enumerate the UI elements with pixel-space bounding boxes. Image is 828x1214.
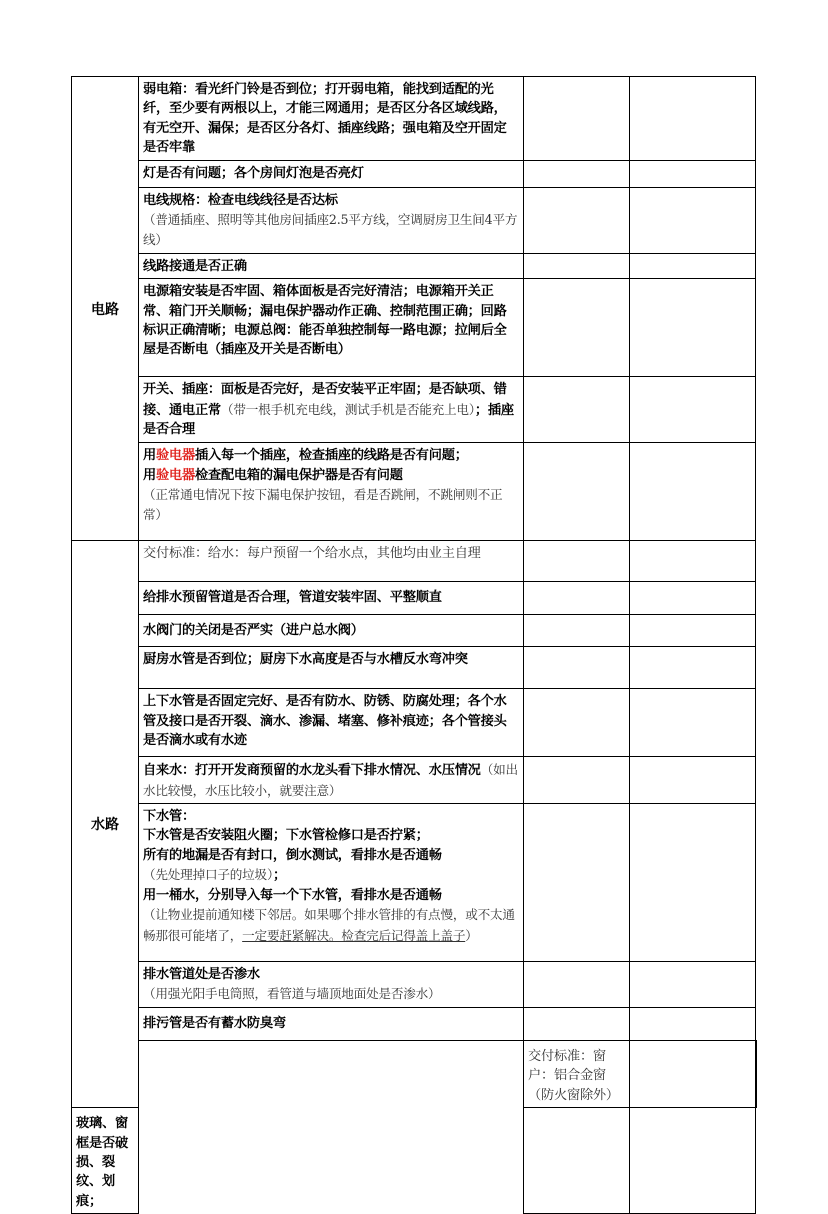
remark-cell[interactable]: [630, 77, 756, 161]
remark-cell[interactable]: [630, 689, 756, 757]
item-text: 灯是否有问题；各个房间灯泡是否亮灯: [143, 165, 364, 181]
item-note: （先处理掉口子的垃圾）: [143, 867, 274, 883]
item-text: 给排水预留管道是否合理，管道安装牢固、平整顺直: [143, 590, 442, 606]
check-item: [139, 541, 524, 582]
result-cell[interactable]: [524, 160, 630, 187]
item-text: 电源箱安装是否牢固、箱体面板是否完好清洁；电源箱开关正常、箱门开关顺畅；漏电保护器动作正确、控制范围正确；回路标识正确清晰；电源总阀：能否单独控制每一路电源；拉闸后全屋是否断电（插座及开关是否断电）: [143, 284, 507, 358]
remark-cell[interactable]: [630, 187, 756, 253]
result-cell[interactable]: [524, 962, 630, 1008]
remark-cell[interactable]: [630, 160, 756, 187]
check-item: [72, 1108, 139, 1214]
item-text: 交付标准：给水：每户预留一个给水点，其他均由业主自理: [143, 546, 481, 562]
check-item: [139, 443, 524, 541]
item-note: （用强光阳手电筒照，看管道与墙顶地面处是否渗水）: [143, 986, 441, 1002]
category-cell-water: [72, 541, 139, 1108]
check-item: [139, 615, 524, 647]
item-text: 自来水：打开开发商预留的水龙头看下排水情况、水压情况: [143, 763, 481, 779]
result-cell[interactable]: [630, 1040, 756, 1107]
table-row: [72, 757, 757, 804]
check-item: [139, 187, 524, 253]
table-row: [72, 1040, 757, 1107]
remark-cell[interactable]: [630, 443, 756, 541]
result-cell[interactable]: [524, 187, 630, 253]
result-cell[interactable]: [524, 1108, 630, 1214]
check-item: [139, 160, 524, 187]
result-cell[interactable]: [524, 377, 630, 443]
item-text: 电线规格：检查电线线径是否达标: [143, 192, 338, 208]
item-text: 排水管道处是否渗水: [143, 967, 260, 983]
table-row: [72, 1007, 757, 1040]
table-row: [72, 962, 757, 1008]
check-item: [139, 582, 524, 615]
table-row: [72, 377, 757, 443]
check-item: [139, 647, 524, 689]
table-row: [72, 647, 757, 689]
remark-cell[interactable]: [630, 1007, 756, 1040]
remark-cell[interactable]: [756, 1040, 757, 1107]
result-cell[interactable]: [524, 541, 630, 582]
category-label: 电路: [91, 301, 119, 318]
table-row: [72, 443, 757, 541]
result-cell[interactable]: [524, 77, 630, 161]
check-item: [139, 804, 524, 962]
item-text: 用一桶水，分别导入每一个下水管，看排水是否通畅: [143, 887, 442, 903]
result-cell[interactable]: [524, 582, 630, 615]
result-cell[interactable]: [524, 804, 630, 962]
item-text: 上下水管是否固定完好、是否有防水、防锈、防腐处理；各个水管及接口是否开裂、滴水、渗漏、堵塞、修补痕迹；各个管接头是否滴水或有水迹: [143, 694, 507, 749]
result-cell[interactable]: [524, 689, 630, 757]
highlight-text: 验电器: [156, 467, 195, 483]
remark-cell[interactable]: [630, 615, 756, 647]
item-text: 检查配电箱的漏电保护器是否有问题: [194, 467, 403, 483]
check-item: [524, 1040, 630, 1107]
result-cell[interactable]: [524, 253, 630, 278]
item-text: 水阀门的关闭是否严实（进户总水阀）: [143, 623, 364, 639]
item-note: （带一根手机充电线，测试手机是否能充上电）: [220, 401, 475, 417]
table-row: [72, 689, 757, 757]
remark-cell[interactable]: [630, 1108, 756, 1214]
item-note: （普通插座、照明等其他房间插座2.5平方线，空调厨房卫生间4平方线）: [143, 212, 518, 248]
remark-cell[interactable]: [630, 962, 756, 1008]
check-item: [139, 279, 524, 377]
item-text: ；: [273, 868, 287, 884]
item-note: （正常通电情况下按下漏电保护按钮，看是否跳闸，不跳闸则不正常）: [143, 487, 503, 523]
remark-cell[interactable]: [630, 377, 756, 443]
table-row: [72, 582, 757, 615]
check-item: [139, 377, 524, 443]
check-item: [139, 253, 524, 278]
result-cell[interactable]: [524, 757, 630, 804]
item-note: ）: [465, 927, 478, 943]
result-cell[interactable]: [524, 279, 630, 377]
remark-cell[interactable]: [630, 804, 756, 962]
item-text: 用: [143, 448, 156, 464]
item-note: （如出水比较慢，水压比较小，就要注意）: [143, 762, 518, 798]
table-row: [72, 77, 757, 161]
remark-cell[interactable]: [630, 647, 756, 689]
item-text: 开关、插座：面板是否完好，是否安装平正牢固；是否缺项、错接、通电正常: [143, 382, 507, 418]
item-text: 所有的地漏是否有封口，倒水测试，看排水是否通畅: [143, 847, 442, 863]
remark-cell[interactable]: [630, 253, 756, 278]
item-text: 用: [143, 467, 156, 483]
check-item: [139, 962, 524, 1008]
highlight-text: 验电器: [156, 448, 195, 464]
item-text: 排污管是否有蓄水防臭弯: [143, 1015, 286, 1031]
item-text: 交付标准：窗户：铝合金窗（防火窗除外）: [528, 1048, 619, 1103]
item-text: 线路接通是否正确: [143, 258, 247, 274]
result-cell[interactable]: [524, 615, 630, 647]
item-text: 弱电箱：看光纤门铃是否到位；打开弱电箱，能找到适配的光纤，至少要有两根以上，才能三网通用；是否区分各区域线路，有无空开、漏保；是否区分各灯、插座线路；强电箱及空开固定是否牢靠: [143, 82, 507, 156]
item-note: （让物业提前通知楼下邻居。如果哪个排水管排的有点慢，或不太通畅那很可能堵了，: [143, 907, 515, 943]
table-row: [72, 160, 757, 187]
table-row: [72, 804, 757, 962]
remark-cell[interactable]: [630, 582, 756, 615]
item-text: 插入每一个插座，检查插座的线路是否有问题；: [194, 448, 468, 464]
item-text: 厨房水管是否到位；厨房下水高度是否与水槽反水弯冲突: [143, 652, 468, 668]
item-text: 下水管是否安装阻火圈；下水管检修口是否拧紧；: [143, 828, 429, 844]
table-row: [72, 279, 757, 377]
result-cell[interactable]: [524, 1007, 630, 1040]
item-text: ；插座是否合理: [143, 402, 514, 438]
check-item: [139, 757, 524, 804]
table-row: [72, 541, 757, 582]
remark-cell[interactable]: [630, 541, 756, 582]
result-cell[interactable]: [524, 647, 630, 689]
item-text: 玻璃、窗框是否破损、裂纹、划痕；: [76, 1116, 128, 1209]
item-text: 下水管：: [143, 809, 195, 825]
check-item: [139, 77, 524, 161]
check-item: [139, 1007, 524, 1040]
category-label: 水路: [91, 817, 119, 834]
category-cell-electric: [72, 77, 139, 541]
table-row: [72, 187, 757, 253]
table-row: [72, 615, 757, 647]
table-row: [72, 253, 757, 278]
remark-cell[interactable]: [630, 279, 756, 377]
item-note-underlined: 一定要赶紧解决。检查完后记得盖上盖子: [242, 927, 466, 943]
remark-cell[interactable]: [630, 757, 756, 804]
inspection-checklist-table: [71, 76, 757, 1214]
category-cell-window: [139, 1040, 524, 1213]
check-item: [139, 689, 524, 757]
result-cell[interactable]: [524, 443, 630, 541]
